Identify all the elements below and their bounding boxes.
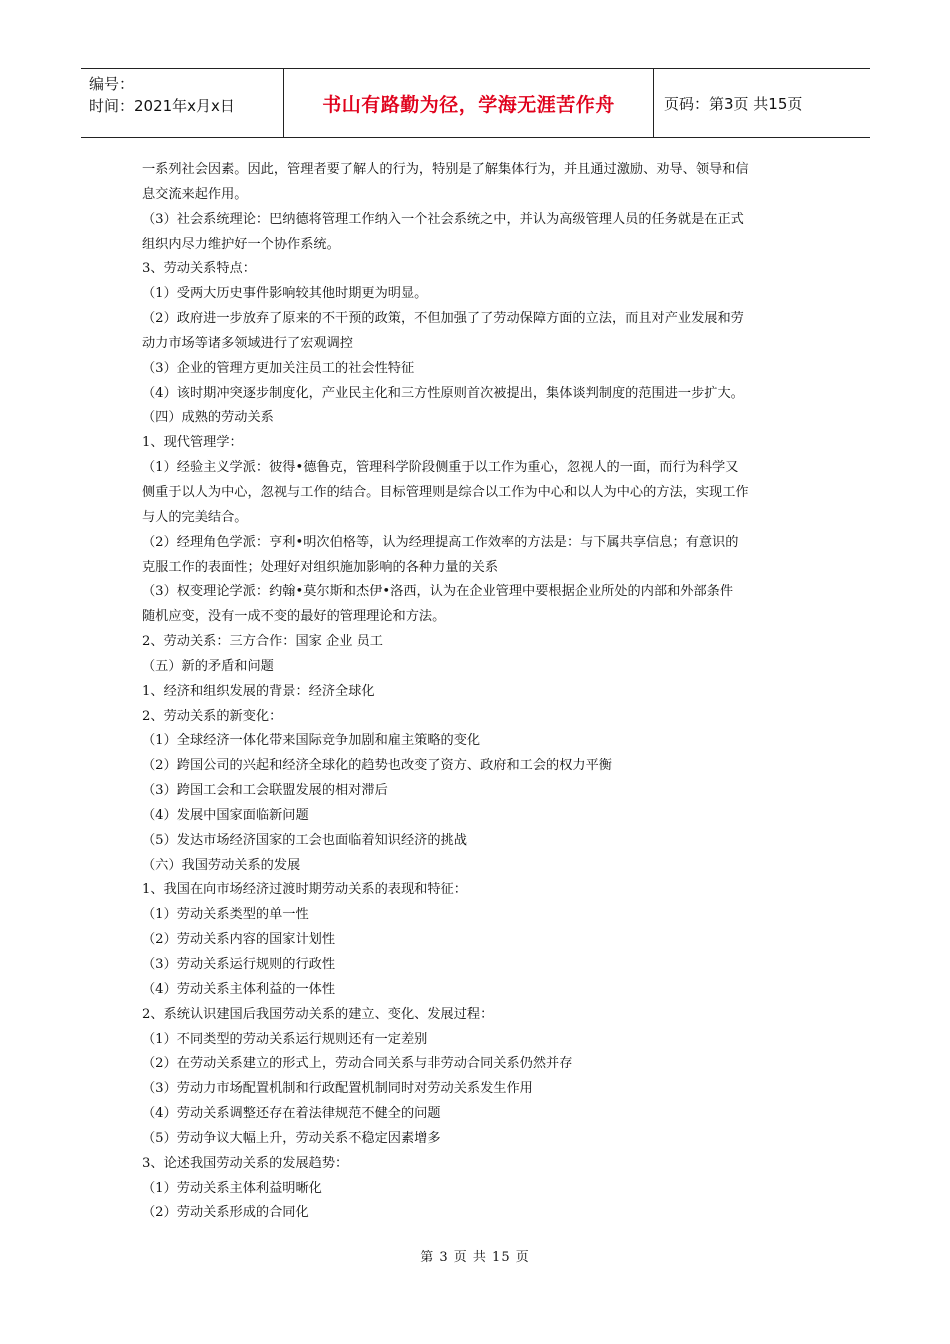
text-line: （2）经理角色学派：亨利•明次伯格等，认为经理提高工作效率的方法是：与下属共享信息；有意识的 (142, 534, 739, 550)
document-body (142, 158, 810, 1226)
header-page-code: 页码：第3页 共15页 (664, 94, 803, 113)
text-line: （4）发展中国家面临新问题 (142, 807, 309, 823)
text-line: （1）受两大历史事件影响较其他时期更为明显。 (142, 286, 428, 302)
text-line: （四）成熟的劳动关系 (142, 410, 274, 426)
header-page-cell (654, 69, 870, 137)
text-line: 3、论述我国劳动关系的发展趋势： (142, 1155, 349, 1171)
text-line: 2、劳动关系的新变化： (142, 708, 283, 724)
text-line: （4）劳动关系主体利益的一体性 (142, 981, 336, 997)
text-line: 1、我国在向市场经济过渡时期劳动关系的表现和特征： (142, 882, 467, 898)
text-line: 侧重于以人为中心，忽视与工作的结合。目标管理则是综合以工作为中心和以人为中心的方法，实现工作 (142, 484, 749, 500)
text-line: （2）在劳动关系建立的形式上，劳动合同关系与非劳动合同关系仍然并存 (142, 1056, 573, 1072)
footer-page-number: 第 3 页 共 15 页 (420, 1250, 530, 1265)
document-number-label: 编号： (89, 75, 135, 93)
text-line: （五）新的矛盾和问题 (142, 658, 274, 674)
text-line: 与人的完美结合。 (142, 509, 248, 525)
text-line: （3）劳动关系运行规则的行政性 (142, 957, 336, 972)
text-line: （六）我国劳动关系的发展 (142, 857, 301, 873)
text-line: （1）劳动关系主体利益明晰化 (142, 1180, 322, 1196)
text-line: 一系列社会因素。因此，管理者要了解人的行为，特别是了解集体行为，并且通过激励、劝导、领导和信 (142, 162, 749, 177)
text-line: 克服工作的表面性；处理好对组织施加影响的各种力量的关系 (142, 559, 499, 575)
text-line: 3、劳动关系特点： (142, 261, 256, 277)
header-motto: 书山有路勤为径，学海无涯苦作舟 (322, 93, 615, 116)
text-line: （3）劳动力市场配置机制和行政配置机制同时对劳动关系发生作用 (142, 1081, 533, 1097)
text-line: （2）劳动关系形成的合同化 (142, 1205, 309, 1221)
text-line: 2、劳动关系：三方合作：国家 企业 员工 (142, 634, 383, 650)
text-line: （4）劳动关系调整还存在着法律规范不健全的问题 (142, 1106, 441, 1122)
text-line: （5）劳动争议大幅上升，劳动关系不稳定因素增多 (142, 1130, 441, 1146)
text-line: （1）经验主义学派：彼得•德鲁克，管理科学阶段侧重于以工作为重心，忽视人的一面，而行为科学又 (142, 460, 739, 476)
text-line: （2）跨国公司的兴起和经济全球化的趋势也改变了资方、政府和工会的权力平衡 (142, 758, 612, 774)
text-line: 组织内尽力维护好一个协作系统。 (142, 236, 340, 252)
text-line: （3）跨国工会和工会联盟发展的相对滞后 (142, 783, 388, 799)
header-info-cell (81, 69, 284, 137)
text-line: 动力市场等诸多领域进行了宏观调控 (142, 335, 353, 351)
text-line: （4）该时期冲突逐步制度化，产业民主化和三方性原则首次被提出，集体谈判制度的范围进一步扩大。 (142, 385, 744, 401)
page-footer (0, 1246, 950, 1265)
text-line: （5）发达市场经济国家的工会也面临着知识经济的挑战 (142, 832, 467, 848)
text-line: 1、现代管理学： (142, 435, 243, 451)
header-motto-cell (284, 69, 654, 137)
text-line: 2、系统认识建国后我国劳动关系的建立、变化、发展过程： (142, 1006, 494, 1022)
text-line: （1）不同类型的劳动关系运行规则还有一定差别 (142, 1031, 428, 1047)
text-line: （1）全球经济一体化带来国际竞争加剧和雇主策略的变化 (142, 733, 481, 749)
text-line: 息交流来起作用。 (142, 186, 248, 202)
text-line: 随机应变，没有一成不变的最好的管理理论和方法。 (142, 609, 446, 625)
text-line: （3）企业的管理方更加关注员工的社会性特征 (142, 360, 415, 376)
text-line: （3）权变理论学派：约翰•莫尔斯和杰伊•洛西，认为在企业管理中要根据企业所处的内部和外部条件 (142, 584, 734, 600)
document-date: 时间：2021年x月x日 (89, 97, 235, 115)
text-line: （2）劳动关系内容的国家计划性 (142, 932, 336, 948)
page-header (81, 68, 870, 138)
text-line: 1、经济和组织发展的背景：经济全球化 (142, 683, 375, 699)
text-line: （1）劳动关系类型的单一性 (142, 907, 309, 923)
text-line: （2）政府进一步放弃了原来的不干预的政策，不但加强了了劳动保障方面的立法，而且对产业发展和劳 (142, 311, 744, 327)
text-line: （3）社会系统理论：巴纳德将管理工作纳入一个社会系统之中，并认为高级管理人员的任务就是在正式 (142, 211, 744, 227)
